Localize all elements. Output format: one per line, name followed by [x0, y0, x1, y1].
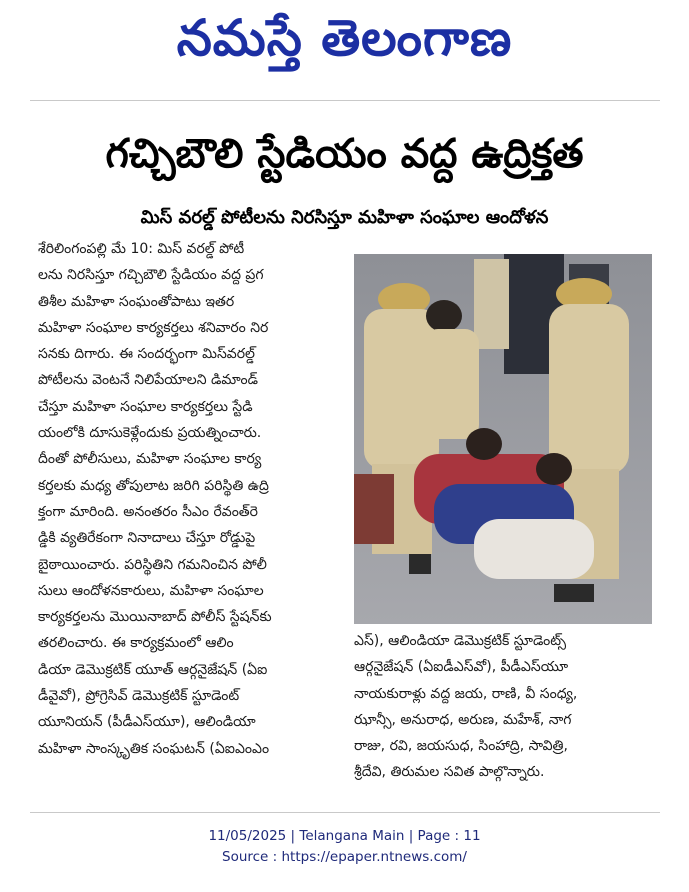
article-text-line: తరలించారు. ఈ కార్యక్రమంలో ఆలిం — [38, 635, 234, 652]
article-text-line: కర్తలకు మధ్య తోపులాట జరిగి పరిస్థితి ఉద్రి — [38, 477, 269, 494]
news-photo — [354, 254, 652, 624]
article-text-line: లను నిరసిస్తూ గచ్చిబౌలి స్టేడియం వద్ద ప్రగ — [38, 267, 264, 284]
article-text-line: క్తంగా మారింది. అనంతరం సీఎం రేవంత్‌రె — [38, 503, 258, 520]
masthead-part-2: తెలంగాణ — [321, 9, 513, 67]
article-text-line: నాయకురాళ్లు వద్ద జయ, రాణి, వీ సంధ్య, — [354, 685, 578, 702]
article-text-line: డీవైవో), ప్రోగ్రెసివ్ డెమొక్రటిక్ స్టూడెంట్ — [38, 688, 240, 705]
article-headline: గచ్చిబౌలి స్టేడియం వద్ద ఉద్రిక్తత — [105, 131, 584, 177]
footer-source: Source : https://epaper.ntnews.com/ — [222, 849, 467, 865]
article-text-line: దీంతో పోలీసులు, మహిళా సంఘాల కార్య — [38, 451, 262, 468]
article-text-line: శ్రీదేవి, తిరుమల సవిత పాల్గొన్నారు. — [354, 764, 545, 781]
article-subheadline: మిస్ వరల్డ్ పోటీలను నిరసిస్తూ మహిళా సంఘాల ఆందోళన — [140, 207, 549, 228]
article-text-line: డ్డికి వ్యతిరేకంగా నినాదాలు చేస్తూ రోడ్డుపై — [38, 530, 256, 547]
article-text-line: కార్యకర్తలను మొయినాబాద్ పోలీస్ స్టేషన్‌కు — [38, 609, 272, 626]
article-text-line: పోటీలను వెంటనే నిలిపేయాలని డిమాండ్ — [38, 372, 258, 389]
article-text-line: శేరిలింగంపల్లి మే 10: మిస్ వరల్డ్ పోటీ — [38, 241, 245, 257]
article-text-line: చేస్తూ మహిళా సంఘాల కార్యకర్తలు స్టేడి — [38, 398, 253, 415]
article-text-line: యంలోకి దూసుకెళ్లేందుకు ప్రయత్నించారు. — [38, 425, 262, 442]
article-text-line: మహిళా సంఘాల కార్యకర్తలు శనివారం నిర — [38, 319, 269, 336]
footer-edition-info: 11/05/2025 | Telangana Main | Page : 11 — [208, 828, 481, 844]
article-text-line: యూనియన్ (పీడీఎస్‌యూ), ఆలిండియా — [38, 714, 256, 731]
article-text-line: సనకు దిగారు. ఈ సందర్భంగా మిస్‌వరల్డ్ — [38, 346, 255, 363]
article-text-line: తిశీల మహిళా సంఘంతోపాటు ఇతర — [38, 293, 235, 310]
article-body-left-column — [38, 236, 348, 762]
article-text-line: బైఠాయించారు. పరిస్థితిని గమనించిన పోలీ — [38, 556, 267, 573]
article-text-line: ఝాన్సీ, అనురాధ, అరుణ, మహేశ్, నాగ — [354, 711, 572, 728]
article-text-line: ఆర్గనైజేషన్ (ఏఐడీఎస్‌వో), పీడీఎస్‌యూ — [354, 659, 569, 676]
bottom-divider — [30, 812, 660, 813]
article-text-line: ఎస్), ఆలిండియా డెమొక్రటిక్ స్టూడెంట్స్ — [354, 633, 567, 649]
protest-photo-illustration — [354, 254, 652, 624]
article-body-right-column — [354, 628, 654, 786]
article-text-line: రాజు, రవి, జయసుధ, సింహాద్రి, సావిత్రి, — [354, 738, 568, 755]
article-text-line: మహిళా సాంస్కృతిక సంఘటన్ (ఏఐఎంఎం — [38, 740, 270, 757]
newspaper-masthead — [0, 6, 689, 70]
article-text-line: సులు ఆందోళనకారులు, మహిళా సంఘాల — [38, 582, 264, 599]
top-divider — [30, 100, 660, 101]
article-text-line: డియా డెమొక్రటిక్ యూత్ ఆర్గనైజేషన్ (ఏఐ — [38, 661, 268, 678]
page-footer — [0, 826, 689, 868]
masthead-part-1: నమస్తే — [176, 9, 303, 67]
